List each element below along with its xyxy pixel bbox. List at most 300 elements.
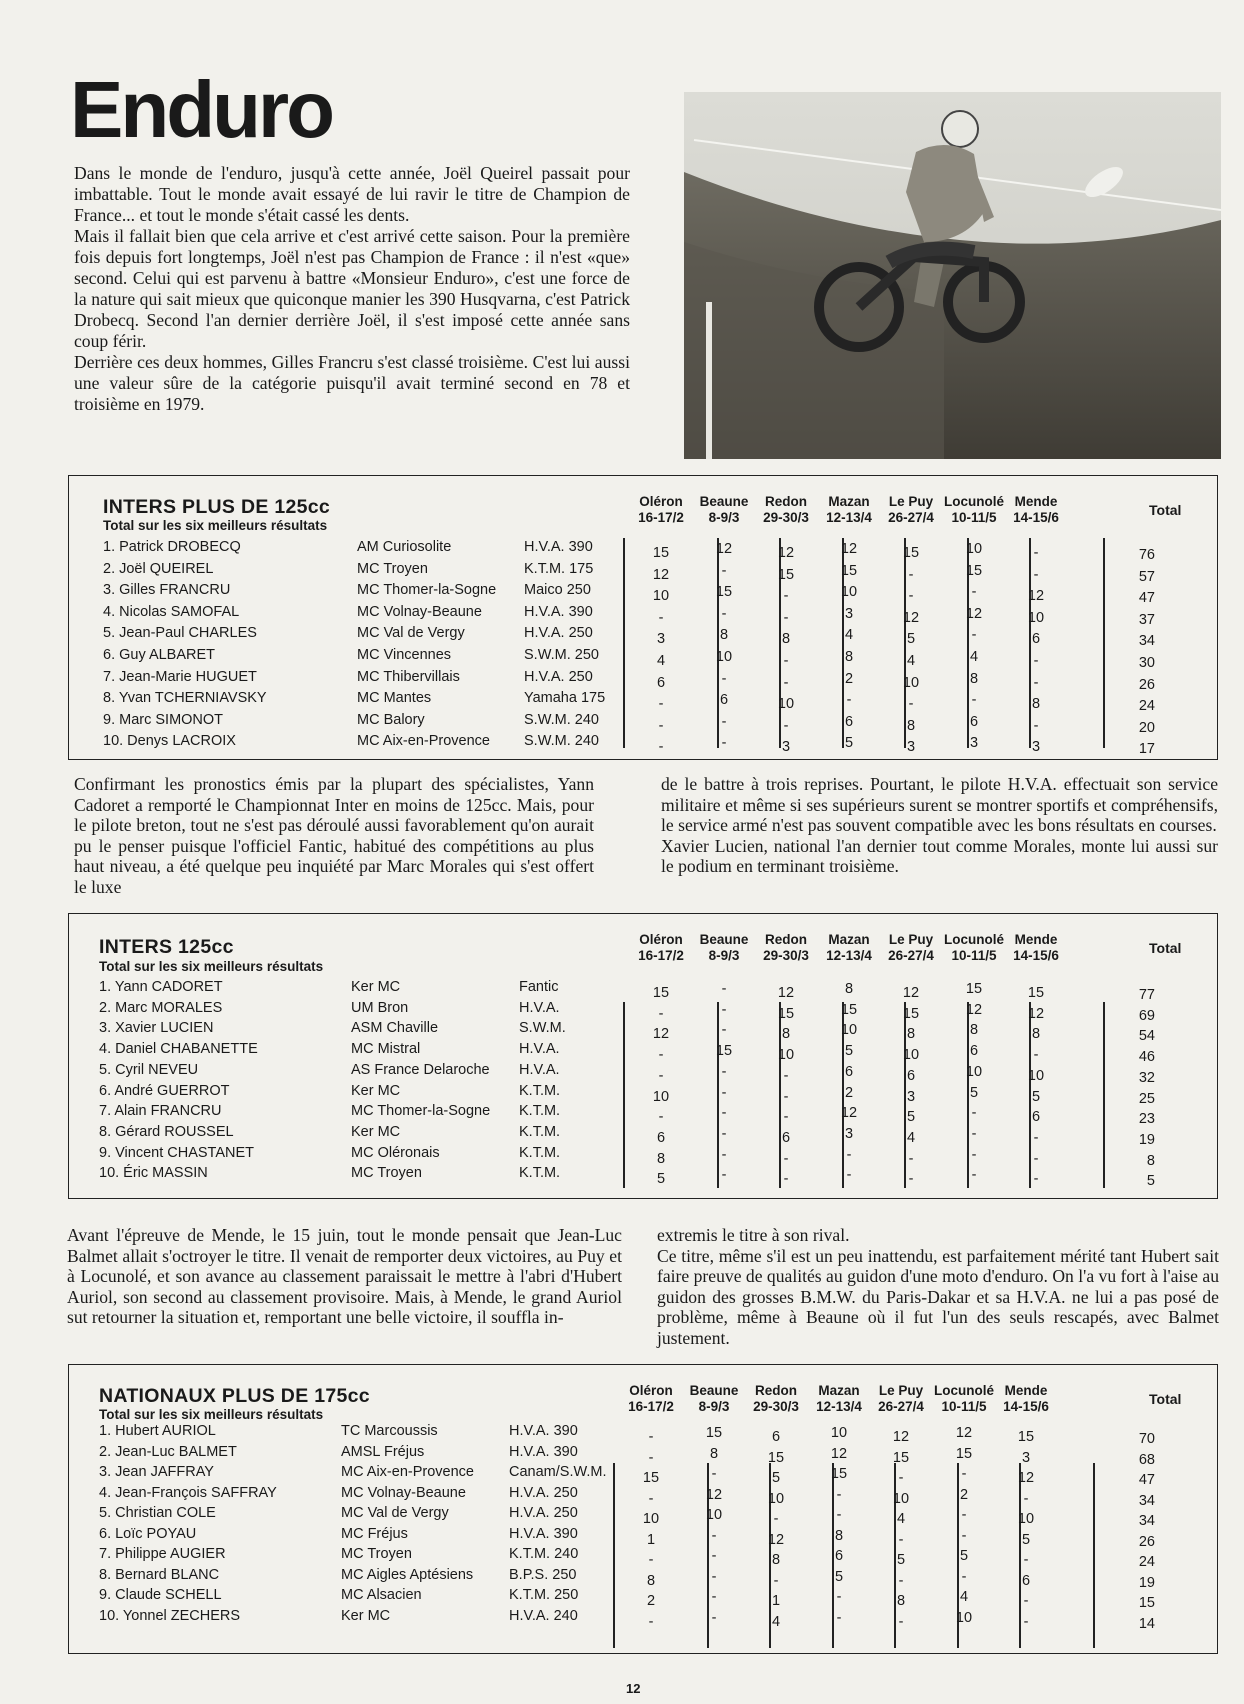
race-name: Oléron <box>639 932 683 947</box>
page-number: 12 <box>626 1681 641 1696</box>
total-score: 5 <box>1146 1173 1155 1190</box>
race-score: - <box>721 1001 727 1018</box>
race-score: - <box>898 1531 904 1548</box>
race-score: 5 <box>656 1171 666 1188</box>
race-score: - <box>971 1105 977 1122</box>
race-score: - <box>711 1589 717 1605</box>
race-score: - <box>773 1511 779 1527</box>
rider-name: 6. André GUERROT <box>99 1082 230 1099</box>
rider-bike: H.V.A. 390 <box>509 1525 578 1542</box>
rider-bike: S.W.M. <box>519 1020 566 1037</box>
race-score: 15 <box>705 1425 723 1441</box>
race-score: - <box>783 1150 789 1167</box>
race-score: - <box>658 1047 664 1064</box>
race-name: Le Puy <box>888 494 934 509</box>
race-score: - <box>658 717 664 734</box>
intro-paragraph: Dans le monde de l'enduro, jusqu'à cette année, Joël Queirel passait pour imbattable. Tout le monde avait essayé de lui ravir le titre de Champion de France... et tout le monde s'était cassé les dents. <box>74 163 630 225</box>
table-row <box>69 582 1217 607</box>
race-score: 8 <box>969 670 979 687</box>
race-score: - <box>908 1171 914 1188</box>
race-score: 10 <box>1017 1511 1035 1527</box>
race-score: - <box>961 1466 967 1482</box>
race-score: - <box>1033 1129 1039 1146</box>
race-name: Mende <box>1014 494 1058 509</box>
table-row <box>69 1566 1217 1591</box>
race-score: 15 <box>777 566 795 583</box>
race-score: - <box>1023 1593 1029 1609</box>
total-score: 69 <box>1138 1007 1155 1024</box>
rider-club: Ker MC <box>351 979 401 995</box>
rider-club: MC Troyen <box>341 1546 412 1562</box>
race-score: 10 <box>902 1047 920 1064</box>
total-score: 34 <box>1138 1492 1155 1509</box>
race-date: 29-30/3 <box>763 948 809 963</box>
rider-bike: H.V.A. <box>519 999 560 1016</box>
race-score: - <box>721 1084 727 1101</box>
race-score: 15 <box>840 1001 858 1018</box>
race-date: 12-13/4 <box>826 510 872 525</box>
total-score: 46 <box>1138 1049 1155 1066</box>
race-date: 14-15/6 <box>1013 510 1059 525</box>
race-score: - <box>721 670 727 687</box>
race-score: 10 <box>892 1490 910 1507</box>
race-score: - <box>783 1067 789 1084</box>
total-score: 47 <box>1138 1472 1155 1488</box>
total-score: 24 <box>1138 1554 1155 1570</box>
race-score: 4 <box>656 653 666 669</box>
race-header <box>817 932 881 964</box>
race-score: 6 <box>906 1067 916 1084</box>
table-row <box>69 668 1217 693</box>
total-score: 68 <box>1138 1451 1155 1468</box>
race-date: 14-15/6 <box>1003 1399 1049 1414</box>
rider-club: ASM Chaville <box>351 1020 439 1037</box>
race-date: 29-30/3 <box>753 1399 799 1414</box>
race-score: 4 <box>896 1511 906 1527</box>
race-score: 5 <box>844 735 854 752</box>
rider-bike: Yamaha 175 <box>524 690 606 707</box>
rider-name: 5. Cyril NEVEU <box>99 1061 199 1078</box>
race-date: 29-30/3 <box>763 510 809 525</box>
rider-club: AMSL Fréjus <box>341 1443 425 1460</box>
rider-club: MC Aix-en-Provence <box>357 733 490 750</box>
rider-club: MC Volnay-Beaune <box>357 603 482 620</box>
table-subtitle: Total sur les six meilleurs résultats <box>99 959 324 974</box>
race-score: 1 <box>771 1593 781 1609</box>
race-score: 8 <box>1031 1026 1041 1043</box>
race-date: 26-27/4 <box>888 510 934 525</box>
race-score: - <box>898 1470 904 1486</box>
race-score: 8 <box>844 649 854 665</box>
race-header <box>619 1383 683 1415</box>
race-score: - <box>783 609 789 626</box>
race-score: 10 <box>705 1507 723 1523</box>
rider-bike: K.T.M. 250 <box>509 1587 579 1603</box>
table-row <box>69 690 1217 715</box>
race-date: 10-11/5 <box>941 1399 987 1414</box>
race-score: 15 <box>1027 985 1045 1001</box>
intro-paragraph: Derrière ces deux hommes, Gilles Francru s'est classé troisième. C'est lui aussi une valeur sûre de la catégorie puisqu'il avait terminé second en 78 et troisième en 1979. <box>74 352 630 414</box>
race-score: 5 <box>896 1552 906 1568</box>
total-score: 19 <box>1138 1131 1155 1148</box>
total-header: Total <box>1149 1391 1182 1407</box>
race-score: 15 <box>652 985 670 1001</box>
rider-club: MC Mantes <box>357 690 432 707</box>
rider-name: 8. Gérard ROUSSEL <box>99 1123 234 1140</box>
rider-club: Ker MC <box>351 1082 401 1099</box>
race-score: 8 <box>1031 696 1041 713</box>
rider-name: 9. Vincent CHASTANET <box>99 1144 254 1161</box>
rider-name: 2. Jean-Luc BALMET <box>99 1443 237 1460</box>
race-score: 5 <box>844 1043 854 1060</box>
race-score: 12 <box>840 1105 858 1122</box>
race-score: - <box>836 1507 842 1523</box>
race-score: 12 <box>1027 1005 1045 1022</box>
race-score: 3 <box>781 739 791 756</box>
race-name: Mazan <box>828 932 870 947</box>
race-score: 15 <box>840 562 858 579</box>
race-score: 2 <box>646 1593 656 1609</box>
race-date: 8-9/3 <box>708 510 740 525</box>
table-row <box>69 733 1217 758</box>
race-score: 5 <box>771 1470 781 1486</box>
total-score: 20 <box>1138 719 1155 736</box>
rider-bike: K.T.M. <box>519 1103 561 1120</box>
race-score: 12 <box>965 1001 983 1018</box>
table-row <box>69 1041 1217 1066</box>
page-title: Enduro <box>70 65 332 154</box>
race-score: 3 <box>1031 739 1041 756</box>
race-date: 8-9/3 <box>698 1399 730 1414</box>
article-text-right-2 <box>657 1225 1219 1348</box>
total-score: 57 <box>1138 568 1155 585</box>
race-score: - <box>898 1613 904 1630</box>
race-name: Le Puy <box>888 932 934 947</box>
rider-name: 5. Jean-Paul CHARLES <box>103 625 257 642</box>
race-date: 12-13/4 <box>826 948 872 963</box>
race-score: 12 <box>767 1531 785 1548</box>
race-score: 3 <box>844 605 854 622</box>
rider-bike: H.V.A. 390 <box>524 539 593 555</box>
race-score: 3 <box>906 739 916 756</box>
rider-bike: K.T.M. 175 <box>524 560 594 577</box>
rider-club: AS France Delaroche <box>351 1061 490 1078</box>
race-score: 4 <box>959 1589 969 1605</box>
rider-bike: K.T.M. 240 <box>509 1546 579 1562</box>
race-score: - <box>1033 545 1039 561</box>
intro-text <box>74 163 630 415</box>
race-score: - <box>721 1063 727 1080</box>
rider-club: TC Marcoussis <box>341 1423 438 1439</box>
table-row <box>69 1423 1217 1447</box>
race-score: 6 <box>1031 1109 1041 1126</box>
race-score: - <box>658 1067 664 1084</box>
race-score: 6 <box>656 1129 666 1146</box>
rider-bike: H.V.A. 250 <box>509 1484 578 1501</box>
race-score: 10 <box>715 649 733 665</box>
rider-club: MC Balory <box>357 711 425 728</box>
race-score: 15 <box>652 545 670 561</box>
rider-illustration <box>684 92 1221 459</box>
race-score: - <box>1033 566 1039 583</box>
race-score: 4 <box>906 1129 916 1146</box>
race-score: - <box>721 1022 727 1039</box>
race-score: 5 <box>1021 1531 1031 1548</box>
race-score: - <box>846 1146 852 1163</box>
race-score: - <box>783 1088 789 1105</box>
race-score: 8 <box>969 1022 979 1039</box>
race-score: 8 <box>709 1445 719 1462</box>
rider-club: MC Volnay-Beaune <box>341 1484 466 1501</box>
race-score: - <box>648 1449 654 1466</box>
race-score: 5 <box>834 1568 844 1585</box>
table-row <box>69 1464 1217 1488</box>
article-text-right-1 <box>661 774 1218 877</box>
rider-bike: K.T.M. <box>519 1144 561 1161</box>
race-score: 5 <box>959 1548 969 1564</box>
race-score: 10 <box>652 588 670 605</box>
race-score: 8 <box>781 631 791 648</box>
race-score: 5 <box>969 1084 979 1101</box>
race-score: 15 <box>1017 1429 1035 1445</box>
race-name: Beaune <box>699 932 749 947</box>
race-score: 15 <box>830 1466 848 1482</box>
rider-club: MC Troyen <box>351 1165 422 1182</box>
table-row <box>69 1607 1217 1632</box>
article-paragraph: Ce titre, même s'il est un peu inattendu, est parfaitement mérité tant Hubert sait faire preuve de qualités au guidon d'une moto d'enduro. On l'a vu fort à l'aise au guidon des grosses B.M.W. du Paris-Dakar et sa H.V.A. ne lui a pas posé de problème, même à Beaune où il fut l'un des seuls rescapés, avec Balmet justement. <box>657 1245 1219 1348</box>
race-score: - <box>721 1146 727 1163</box>
rider-name: 9. Marc SIMONOT <box>103 711 224 728</box>
race-score: 10 <box>830 1425 848 1441</box>
rider-club: Ker MC <box>351 1123 401 1140</box>
table-row <box>69 711 1217 736</box>
race-score: 6 <box>771 1429 781 1445</box>
race-score: - <box>908 696 914 713</box>
rider-club: MC Aix-en-Provence <box>341 1464 474 1480</box>
race-header <box>754 494 818 526</box>
race-score: 12 <box>715 541 733 557</box>
race-score: 15 <box>955 1445 973 1462</box>
table-subtitle: Total sur les six meilleurs résultats <box>99 1407 324 1422</box>
race-score: - <box>971 584 977 601</box>
race-score: - <box>846 692 852 709</box>
race-score: 12 <box>955 1425 973 1441</box>
rider-name: 1. Patrick DROBECQ <box>103 539 241 555</box>
rider-club: Ker MC <box>341 1607 391 1624</box>
race-header <box>994 1383 1058 1415</box>
race-score: - <box>1033 717 1039 734</box>
rider-club: MC Troyen <box>357 560 428 577</box>
rider-club: UM Bron <box>351 999 409 1016</box>
race-score: - <box>1033 674 1039 691</box>
race-score: 10 <box>777 696 795 713</box>
table-row <box>69 1061 1217 1086</box>
total-score: 54 <box>1138 1028 1155 1045</box>
rider-club: MC Vincennes <box>357 647 452 663</box>
race-score: 10 <box>642 1511 660 1527</box>
total-score: 24 <box>1138 698 1155 715</box>
table-row <box>69 999 1217 1024</box>
race-header <box>754 932 818 964</box>
race-score: - <box>658 1005 664 1022</box>
race-score: 6 <box>969 1043 979 1060</box>
race-score: 6 <box>781 1129 791 1146</box>
race-score: 15 <box>715 584 733 601</box>
rider-bike: H.V.A. 250 <box>524 668 593 685</box>
race-score: 15 <box>777 1005 795 1022</box>
race-score: 8 <box>719 627 729 644</box>
race-score: 6 <box>844 713 854 730</box>
rider-name: 6. Guy ALBARET <box>103 647 216 663</box>
race-score: 12 <box>705 1486 723 1503</box>
race-score: 12 <box>652 566 670 583</box>
race-date: 16-17/2 <box>628 1399 674 1414</box>
race-score: 12 <box>830 1445 848 1462</box>
race-score: - <box>721 1105 727 1122</box>
rider-name: 5. Christian COLE <box>99 1505 216 1521</box>
race-score: - <box>658 609 664 626</box>
race-score: 10 <box>955 1609 973 1626</box>
rider-bike: Fantic <box>519 979 559 995</box>
race-score: - <box>721 735 727 752</box>
results-table-inters-125 <box>68 913 1218 1199</box>
race-name: Redon <box>765 494 807 509</box>
race-score: - <box>711 1568 717 1585</box>
rider-club: MC Thomer-la-Sogne <box>357 582 497 599</box>
race-score: 8 <box>646 1572 656 1589</box>
race-score: 2 <box>844 670 854 687</box>
race-score: 6 <box>719 692 729 709</box>
rider-name: 1. Yann CADORET <box>99 979 223 995</box>
race-score: - <box>908 1150 914 1167</box>
race-date: 16-17/2 <box>638 948 684 963</box>
rider-bike: H.V.A. <box>519 1041 560 1058</box>
rider-name: 1. Hubert AURIOL <box>99 1423 216 1439</box>
table-subtitle: Total sur les six meilleurs résultats <box>103 518 328 533</box>
total-score: 70 <box>1138 1431 1155 1447</box>
race-header <box>692 932 756 964</box>
race-date: 10-11/5 <box>951 948 997 963</box>
rider-club: MC Thomer-la-Sogne <box>351 1103 491 1120</box>
rider-bike: S.W.M. 250 <box>524 647 599 663</box>
rider-name: 2. Joël QUEIREL <box>103 560 214 577</box>
table-row <box>69 1505 1217 1529</box>
race-score: - <box>721 1167 727 1184</box>
race-score: 10 <box>965 541 983 557</box>
race-score: - <box>721 713 727 730</box>
race-score: 12 <box>902 609 920 626</box>
race-header <box>879 494 943 526</box>
rider-club: MC Thibervillais <box>357 668 460 685</box>
race-score: - <box>971 1167 977 1184</box>
race-score: 4 <box>906 653 916 669</box>
race-score: 3 <box>969 735 979 752</box>
race-score: - <box>1033 1171 1039 1188</box>
total-score: 77 <box>1138 987 1155 1003</box>
total-score: 17 <box>1138 741 1155 758</box>
total-header: Total <box>1149 502 1182 518</box>
table-row <box>69 1165 1217 1190</box>
race-score: 4 <box>771 1613 781 1630</box>
table-title: INTERS PLUS DE 125cc <box>103 496 331 518</box>
rider-bike: Canam/S.W.M. <box>509 1464 607 1480</box>
race-score: 10 <box>1027 1067 1045 1084</box>
race-score: - <box>783 1171 789 1188</box>
race-score: - <box>1023 1613 1029 1630</box>
rider-name: 10. Yonnel ZECHERS <box>99 1607 241 1624</box>
rider-name: 2. Marc MORALES <box>99 999 223 1016</box>
race-score: - <box>961 1507 967 1523</box>
race-header <box>869 1383 933 1415</box>
rider-bike: H.V.A. 250 <box>524 625 593 642</box>
rider-name: 4. Daniel CHABANETTE <box>99 1041 258 1058</box>
total-score: 8 <box>1146 1152 1155 1169</box>
total-score: 76 <box>1138 547 1155 563</box>
race-score: - <box>783 1109 789 1126</box>
race-name: Mazan <box>818 1383 860 1398</box>
race-score: 15 <box>642 1470 660 1486</box>
race-score: - <box>836 1609 842 1626</box>
race-score: 5 <box>906 1109 916 1126</box>
race-score: 3 <box>906 1088 916 1105</box>
race-score: 6 <box>969 713 979 730</box>
race-header <box>744 1383 808 1415</box>
race-score: - <box>783 653 789 669</box>
rider-name: 9. Claude SCHELL <box>99 1587 222 1603</box>
race-name: Redon <box>755 1383 797 1398</box>
race-score: 12 <box>1017 1470 1035 1486</box>
race-score: - <box>1023 1552 1029 1568</box>
table-row <box>69 603 1217 628</box>
race-date: 10-11/5 <box>951 510 997 525</box>
total-score: 15 <box>1138 1595 1155 1611</box>
race-score: 10 <box>767 1490 785 1507</box>
race-header <box>879 932 943 964</box>
race-score: 12 <box>777 545 795 561</box>
rider-club: MC Oléronais <box>351 1144 440 1161</box>
race-score: - <box>648 1613 654 1630</box>
race-score: 10 <box>902 674 920 691</box>
table-row <box>69 539 1217 563</box>
race-score: 10 <box>840 1022 858 1039</box>
rider-bike: H.V.A. 390 <box>524 603 593 620</box>
race-name: Redon <box>765 932 807 947</box>
race-score: 10 <box>777 1047 795 1064</box>
race-score: 12 <box>840 541 858 557</box>
table-row <box>69 1484 1217 1509</box>
race-score: 4 <box>844 627 854 644</box>
race-score: 15 <box>902 1005 920 1022</box>
total-score: 34 <box>1138 633 1155 650</box>
rider-bike: S.W.M. 240 <box>524 711 599 728</box>
race-name: Locunolé <box>944 494 1004 509</box>
race-score: 8 <box>656 1150 666 1167</box>
race-score: - <box>908 588 914 605</box>
total-score: 26 <box>1138 1533 1155 1550</box>
race-header <box>942 932 1006 964</box>
race-score: - <box>658 739 664 756</box>
race-score: - <box>846 1167 852 1184</box>
rider-bike: H.V.A. 390 <box>509 1443 578 1460</box>
race-score: 12 <box>965 605 983 622</box>
race-score: - <box>783 717 789 734</box>
race-score: - <box>961 1568 967 1585</box>
race-name: Beaune <box>689 1383 739 1398</box>
article-paragraph: de le battre à trois reprises. Pourtant, le pilote H.V.A. effectuait son service militaire et même si ses supérieurs surent se montrer sportifs et compréhensifs, le service armé n'est pas souvent compatible avec les bons résultats en courses. <box>661 774 1218 835</box>
enduro-rider-photo <box>684 92 1221 459</box>
race-score: 3 <box>844 1125 854 1142</box>
race-score: 1 <box>646 1531 656 1548</box>
